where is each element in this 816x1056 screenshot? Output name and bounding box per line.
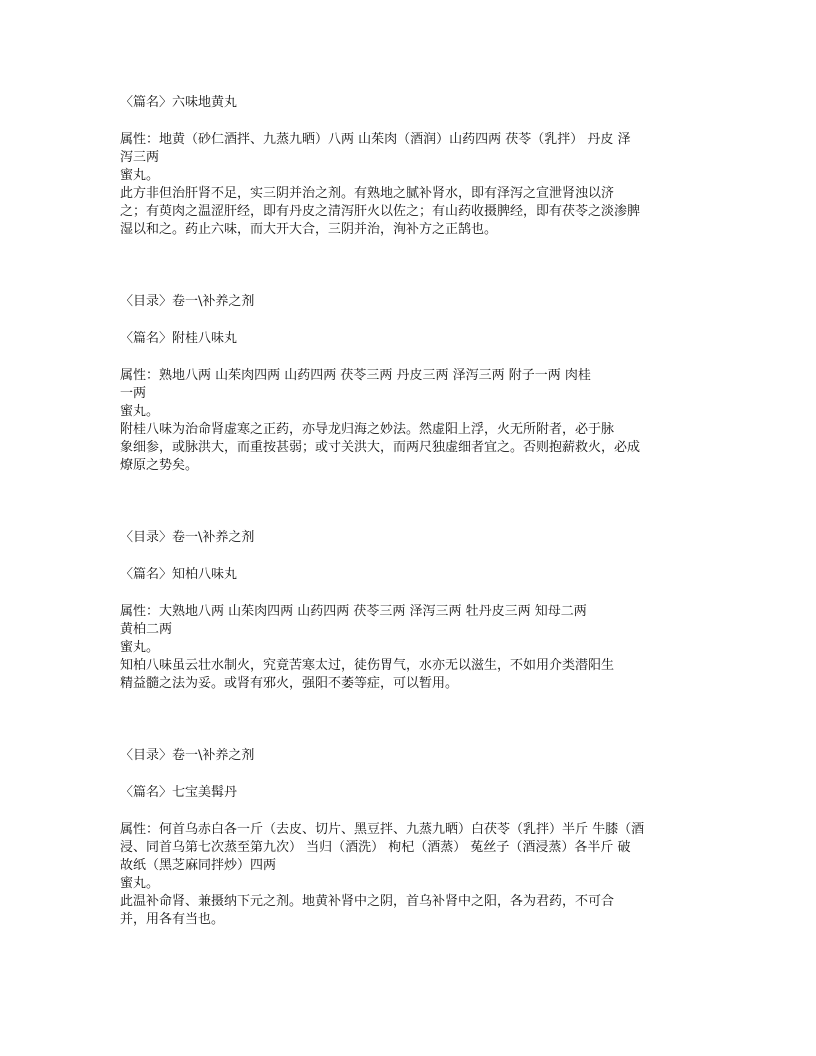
body-line: 故纸（黑芝麻同拌炒）四两 — [120, 858, 277, 873]
body-line: 象细参，或脉洪大，而重按甚弱；或寸关洪大，而两尺独虚细者宜之。否则抱薪救火，必成 — [120, 440, 641, 455]
document-page — [120, 94, 700, 929]
entry-catalog: 〈目录〉卷一\补养之剂 — [120, 294, 255, 309]
body-line: 泻三两 — [120, 150, 160, 165]
entry-liuwei-dihuang-wan — [120, 94, 700, 239]
entry-body — [120, 367, 700, 475]
body-line: 蜜丸。 — [120, 168, 160, 183]
entry-body — [120, 821, 700, 929]
body-line: 之；有萸肉之温涩肝经，即有丹皮之清泻肝火以佐之；有山药收摄脾经，即有茯苓之淡渗脾 — [120, 204, 641, 219]
body-line: 并，用各有当也。 — [120, 912, 225, 927]
body-line: 蜜丸。 — [120, 404, 160, 419]
body-line: 属性：大熟地八两 山茱肉四两 山药四两 茯苓三两 泽泻三两 牡丹皮三两 知母二两 — [120, 604, 587, 619]
entry-title: 〈篇名〉知柏八味丸 — [120, 567, 238, 582]
body-line: 黄柏二两 — [120, 622, 173, 637]
body-line: 此温补命肾、兼摄纳下元之剂。地黄补肾中之阴，首乌补肾中之阳，各为君药，不可合 — [120, 894, 615, 909]
entry-catalog: 〈目录〉卷一\补养之剂 — [120, 748, 255, 763]
body-line: 蜜丸。 — [120, 876, 160, 891]
entry-title: 〈篇名〉附桂八味丸 — [120, 331, 238, 346]
entry-body — [120, 603, 700, 693]
body-line: 知柏八味虽云壮水制火，究竟苦寒太过，徒伤胃气，水亦无以滋生，不如用介类潜阳生 — [120, 658, 615, 673]
body-line: 燎原之势矣。 — [120, 458, 199, 473]
body-line: 一两 — [120, 386, 147, 401]
body-line: 浸、同首乌第七次蒸至第九次） 当归（酒洗） 枸杞（酒蒸） 菟丝子（酒浸蒸）各半斤 破 — [120, 840, 631, 855]
body-line: 蜜丸。 — [120, 640, 160, 655]
entry-title: 〈篇名〉六味地黄丸 — [120, 95, 238, 110]
body-line: 湿以和之。药止六味，而大开大合，三阴并治，洵补方之正鹄也。 — [120, 222, 498, 237]
entry-qibao-meiran-dan — [120, 747, 700, 929]
body-line: 属性：地黄（砂仁酒拌、九蒸九晒）八两 山茱肉（酒润）山药四两 茯苓（乳拌） 丹皮 泽 — [120, 132, 631, 147]
entry-catalog: 〈目录〉卷一\补养之剂 — [120, 530, 255, 545]
entry-zhibai-bawei-wan — [120, 529, 700, 693]
body-line: 属性：何首乌赤白各一斤（去皮、切片、黑豆拌、九蒸九晒）白茯苓（乳拌）半斤 牛膝（酒 — [120, 822, 645, 837]
body-line: 此方非但治肝肾不足，实三阴并治之剂。有熟地之腻补肾水，即有泽泻之宣泄肾浊以济 — [120, 186, 615, 201]
body-line: 精益髓之法为妥。或肾有邪火，强阳不萎等症，可以暂用。 — [120, 676, 459, 691]
entry-body — [120, 131, 700, 239]
entry-fugui-bawei-wan — [120, 293, 700, 475]
body-line: 属性：熟地八两 山茱肉四两 山药四两 茯苓三两 丹皮三两 泽泻三两 附子一两 肉桂 — [120, 368, 591, 383]
entry-title: 〈篇名〉七宝美髯丹 — [120, 785, 238, 800]
body-line: 附桂八味为治命肾虚寒之正药，亦导龙归海之妙法。然虚阳上浮，火无所附者，必于脉 — [120, 422, 615, 437]
